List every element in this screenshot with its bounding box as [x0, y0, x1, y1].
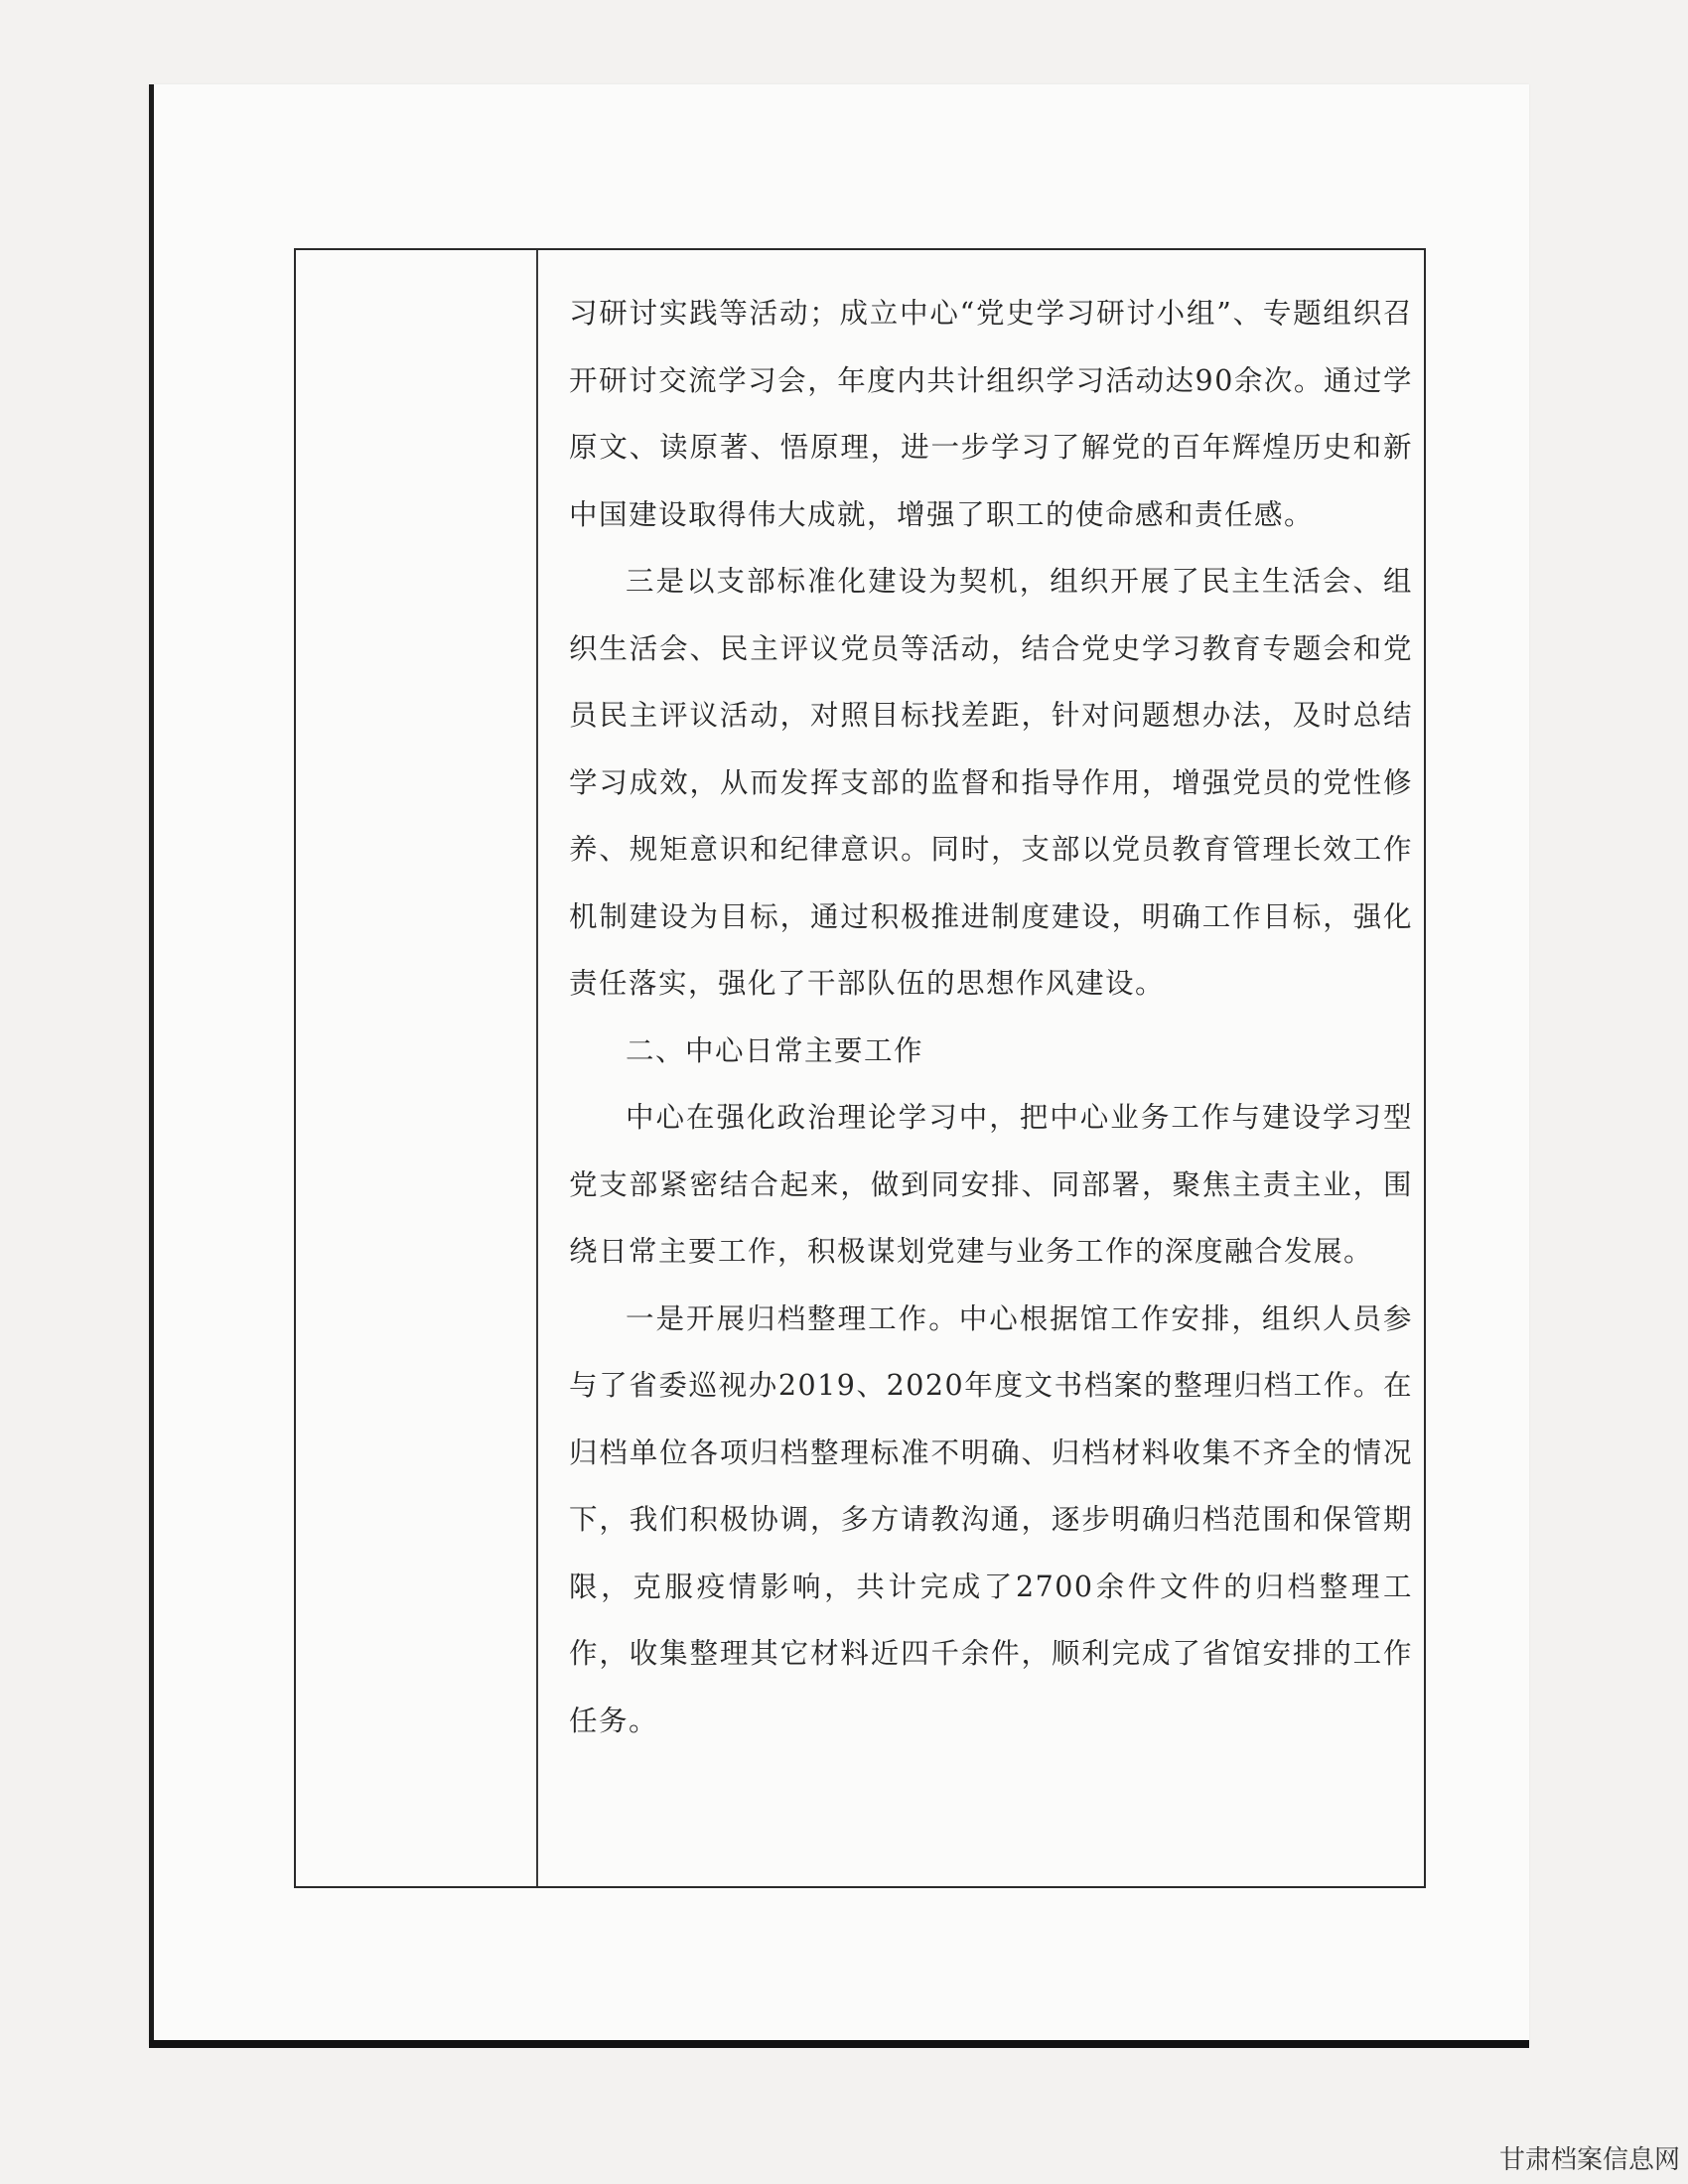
paragraph-3: 中心在强化政治理论学习中，把中心业务工作与建设学习型党支部紧密结合起来，做到同安排、同部署，聚焦主责主业，围绕日常主要工作，积极谋划党建与业务工作的深度融合发展。 [569, 1101, 1413, 1268]
watermark: 甘肃档案信息网 [1498, 2145, 1680, 2175]
table-content-cell [569, 280, 1413, 1754]
column-divider [536, 250, 538, 1886]
section-heading: 二、中心日常主要工作 [626, 1033, 924, 1067]
page-bottom-edge [149, 2040, 1529, 2048]
paragraph-1: 习研讨实践等活动；成立中心“党史学习研讨小组”、专题组织召开研讨交流学习会，年度内共计组织学习活动达90余次。通过学原文、读原著、悟原理，进一步学习了解党的百年辉煌历史和新中国建设取得伟大成就，增强了职工的使命感和责任感。 [569, 297, 1413, 531]
paragraph-2: 三是以支部标准化建设为契机，组织开展了民主生活会、组织生活会、民主评议党员等活动，结合党史学习教育专题会和党员民主评议活动，对照目标找差距，针对问题想办法，及时总结学习成效，从而发挥支部的监督和指导作用，增强党员的党性修养、规矩意识和纪律意识。同时，支部以党员教育管理长效工作机制建设为目标，通过积极推进制度建设，明确工作目标，强化责任落实，强化了干部队伍的思想作风建设。 [569, 565, 1413, 1000]
form-table [294, 248, 1426, 1888]
paragraph-4: 一是开展归档整理工作。中心根据馆工作安排，组织人员参与了省委巡视办2019、2020年度文书档案的整理归档工作。在归档单位各项归档整理标准不明确、归档材料收集不齐全的情况下，我们积极协调，多方请教沟通，逐步明确归档范围和保管期限，克服疫情影响，共计完成了2700余件文件的归档整理工作，收集整理其它材料近四千余件，顺利完成了省馆安排的工作任务。 [569, 1301, 1413, 1737]
page-left-edge [149, 84, 154, 2045]
